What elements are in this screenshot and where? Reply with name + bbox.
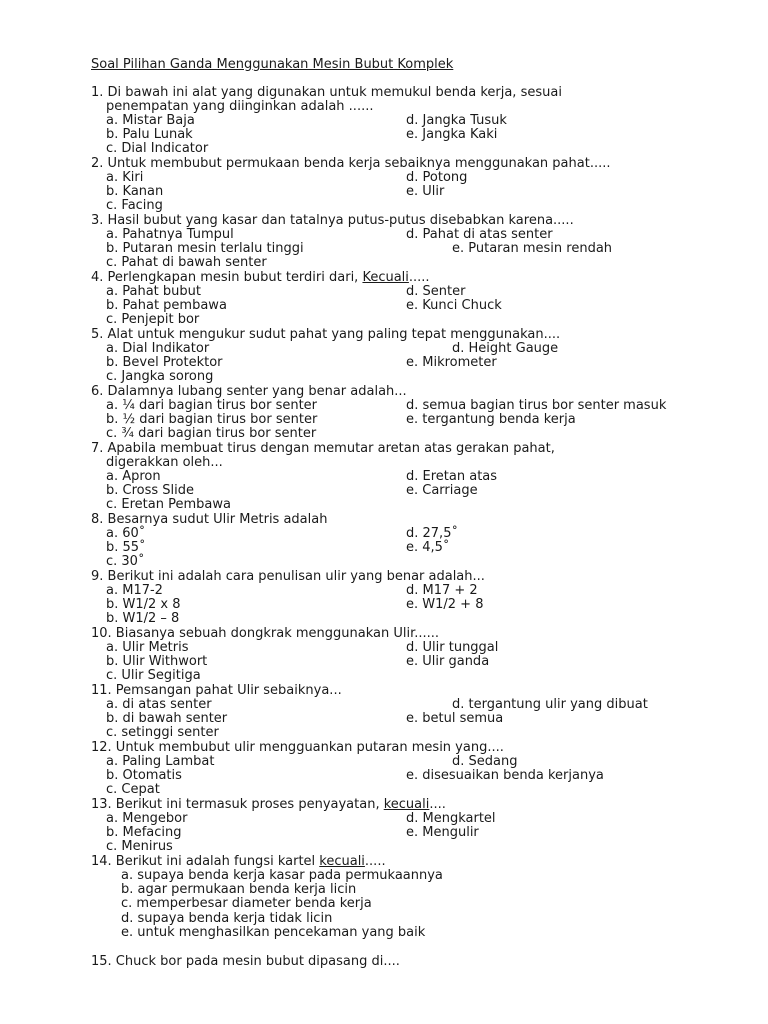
option-d: d. 27,5˚ [406,526,458,541]
question-3-text: 3. Hasil bubut yang kasar dan tatalnya putus-putus disebabkan karena..... [91,213,574,228]
option-b: b. Mefacing [106,825,182,841]
option-a: a. Pahatnya Tumpul [106,227,234,242]
option-b: b. Kanan [106,184,164,200]
option-e: e. 4,5˚ [406,540,450,556]
option-e: e. Putaran mesin rendah [452,241,613,257]
option-b: b. W1/2 x 8 [106,597,181,613]
option-e: e. untuk menghasilkan pencekaman yang baik [121,924,426,940]
option-c: c. Cepat [106,782,160,798]
emphasis-underlined: kecuali [319,854,365,869]
option-b: b. Cross Slide [106,483,195,499]
option-d: d. Ulir tunggal [406,640,499,655]
option-a: a. di atas senter [106,697,212,712]
option-a: a. Dial Indikator [106,341,210,356]
option-a: a. Apron [106,469,161,484]
option-c: c. Jangka sorong [106,369,214,385]
question-4-text [91,271,430,285]
option-d: d. semua bagian tirus bor senter masuk [406,398,667,413]
option-d: d. tergantung ulir yang dibuat [452,697,648,712]
option-a: a. ¼ dari bagian tirus bor senter [106,398,318,413]
option-b: b. 55˚ [106,540,146,556]
option-e: e. betul semua [406,711,504,727]
option-a: a. Mistar Baja [106,113,195,128]
option-c: c. ¾ dari bagian tirus bor senter [106,426,317,442]
option-d: d. Mengkartel [406,811,496,826]
question-9-text: 9. Berikut ini adalah cara penulisan ulir yang benar adalah... [91,569,485,584]
option-c: b. W1/2 – 8 [106,611,180,627]
question-text-part: 14. Berikut ini adalah fungsi kartel [91,854,320,869]
option-c: c. Penjepit bor [106,312,200,328]
question-14-text [91,855,386,869]
question-13-text [91,798,446,812]
option-b: b. Ulir Withwort [106,654,208,670]
option-e: e. disesuaikan benda kerjanya [406,768,604,784]
option-d: d. Height Gauge [452,341,559,356]
question-5-text: 5. Alat untuk mengukur sudut pahat yang paling tepat menggunakan.... [91,327,561,342]
question-text-part: 4. Perlengkapan mesin bubut terdiri dari, [91,270,363,285]
option-e: e. tergantung benda kerja [406,412,576,428]
option-c: c. setinggi senter [106,725,219,741]
option-c: c. Ulir Segitiga [106,668,201,684]
question-12-text: 12. Untuk membubut ulir mengguankan putaran mesin yang.... [91,740,504,755]
option-d: d. supaya benda kerja tidak licin [121,910,333,926]
option-e: e. Jangka Kaki [406,127,498,143]
option-b: b. Otomatis [106,768,182,784]
question-10-text: 10. Biasanya sebuah dongkrak menggunakan Ulir...... [91,626,440,641]
option-d: d. Potong [406,170,468,185]
question-7-text: 7. Apabila membuat tirus dengan memutar aretan atas gerakan pahat, [91,441,555,456]
question-6-text: 6. Dalamnya lubang senter yang benar adalah... [91,384,407,399]
option-a: a. Paling Lambat [106,754,215,769]
option-d: d. Senter [406,284,466,299]
page-title: Soal Pilihan Ganda Menggunakan Mesin Bubut Komplek [91,57,454,72]
option-d: d. Pahat di atas senter [406,227,553,242]
option-c: c. Facing [106,198,163,214]
option-b: b. ½ dari bagian tirus bor senter [106,412,318,428]
option-a: a. supaya benda kerja kasar pada permukaannya [121,868,443,883]
option-b: b. di bawah senter [106,711,228,727]
question-11-text: 11. Pemsangan pahat Ulir sebaiknya... [91,683,342,698]
option-c: c. Dial Indicator [106,141,209,157]
emphasis-underlined: Kecuali [362,270,409,285]
option-e: e. Mikrometer [406,355,497,371]
option-a: a. Pahat bubut [106,284,201,299]
option-c: c. Eretan Pembawa [106,497,231,513]
option-b: b. agar permukaan benda kerja licin [121,882,357,898]
option-b: b. Putaran mesin terlalu tinggi [106,241,304,257]
question-text-part: ..... [408,270,430,285]
option-c: c. memperbesar diameter benda kerja [121,896,372,912]
question-8-text: 8. Besarnya sudut Ulir Metris adalah [91,512,328,527]
option-d: d. Jangka Tusuk [406,113,507,128]
option-a: a. M17-2 [106,583,163,598]
question-1-text-cont: penempatan yang diinginkan adalah ...... [106,99,374,114]
option-e: e. W1/2 + 8 [406,597,484,613]
option-e: e. Carriage [406,483,478,499]
option-d: d. Eretan atas [406,469,498,484]
option-b: b. Palu Lunak [106,127,193,143]
option-a: a. Mengebor [106,811,188,826]
question-text-part: 13. Berikut ini termasuk proses penyayatan, [91,797,384,812]
option-c: c. Menirus [106,839,173,855]
option-b: b. Pahat pembawa [106,298,227,314]
option-e: e. Ulir ganda [406,654,490,670]
option-c: c. Pahat di bawah senter [106,255,267,271]
option-d: d. M17 + 2 [406,583,478,598]
option-b: b. Bevel Protektor [106,355,223,371]
option-a: a. 60˚ [106,526,146,541]
emphasis-underlined: kecuali [383,797,430,812]
option-c: c. 30˚ [106,554,145,570]
option-a: a. Ulir Metris [106,640,189,655]
question-text-part: ..... [364,854,386,869]
option-e: e. Mengulir [406,825,479,841]
option-a: a. Kiri [106,170,144,185]
question-15-text: 15. Chuck bor pada mesin bubut dipasang di.... [91,954,400,969]
question-2-text: 2. Untuk membubut permukaan benda kerja sebaiknya menggunakan pahat..... [91,156,611,171]
question-7-text-cont: digerakkan oleh... [106,455,223,470]
option-e: e. Ulir [406,184,445,200]
option-e: e. Kunci Chuck [406,298,502,314]
question-text-part: .... [429,797,446,812]
option-d: d. Sedang [452,754,518,769]
question-1-text: 1. Di bawah ini alat yang digunakan untuk memukul benda kerja, sesuai [91,85,562,100]
